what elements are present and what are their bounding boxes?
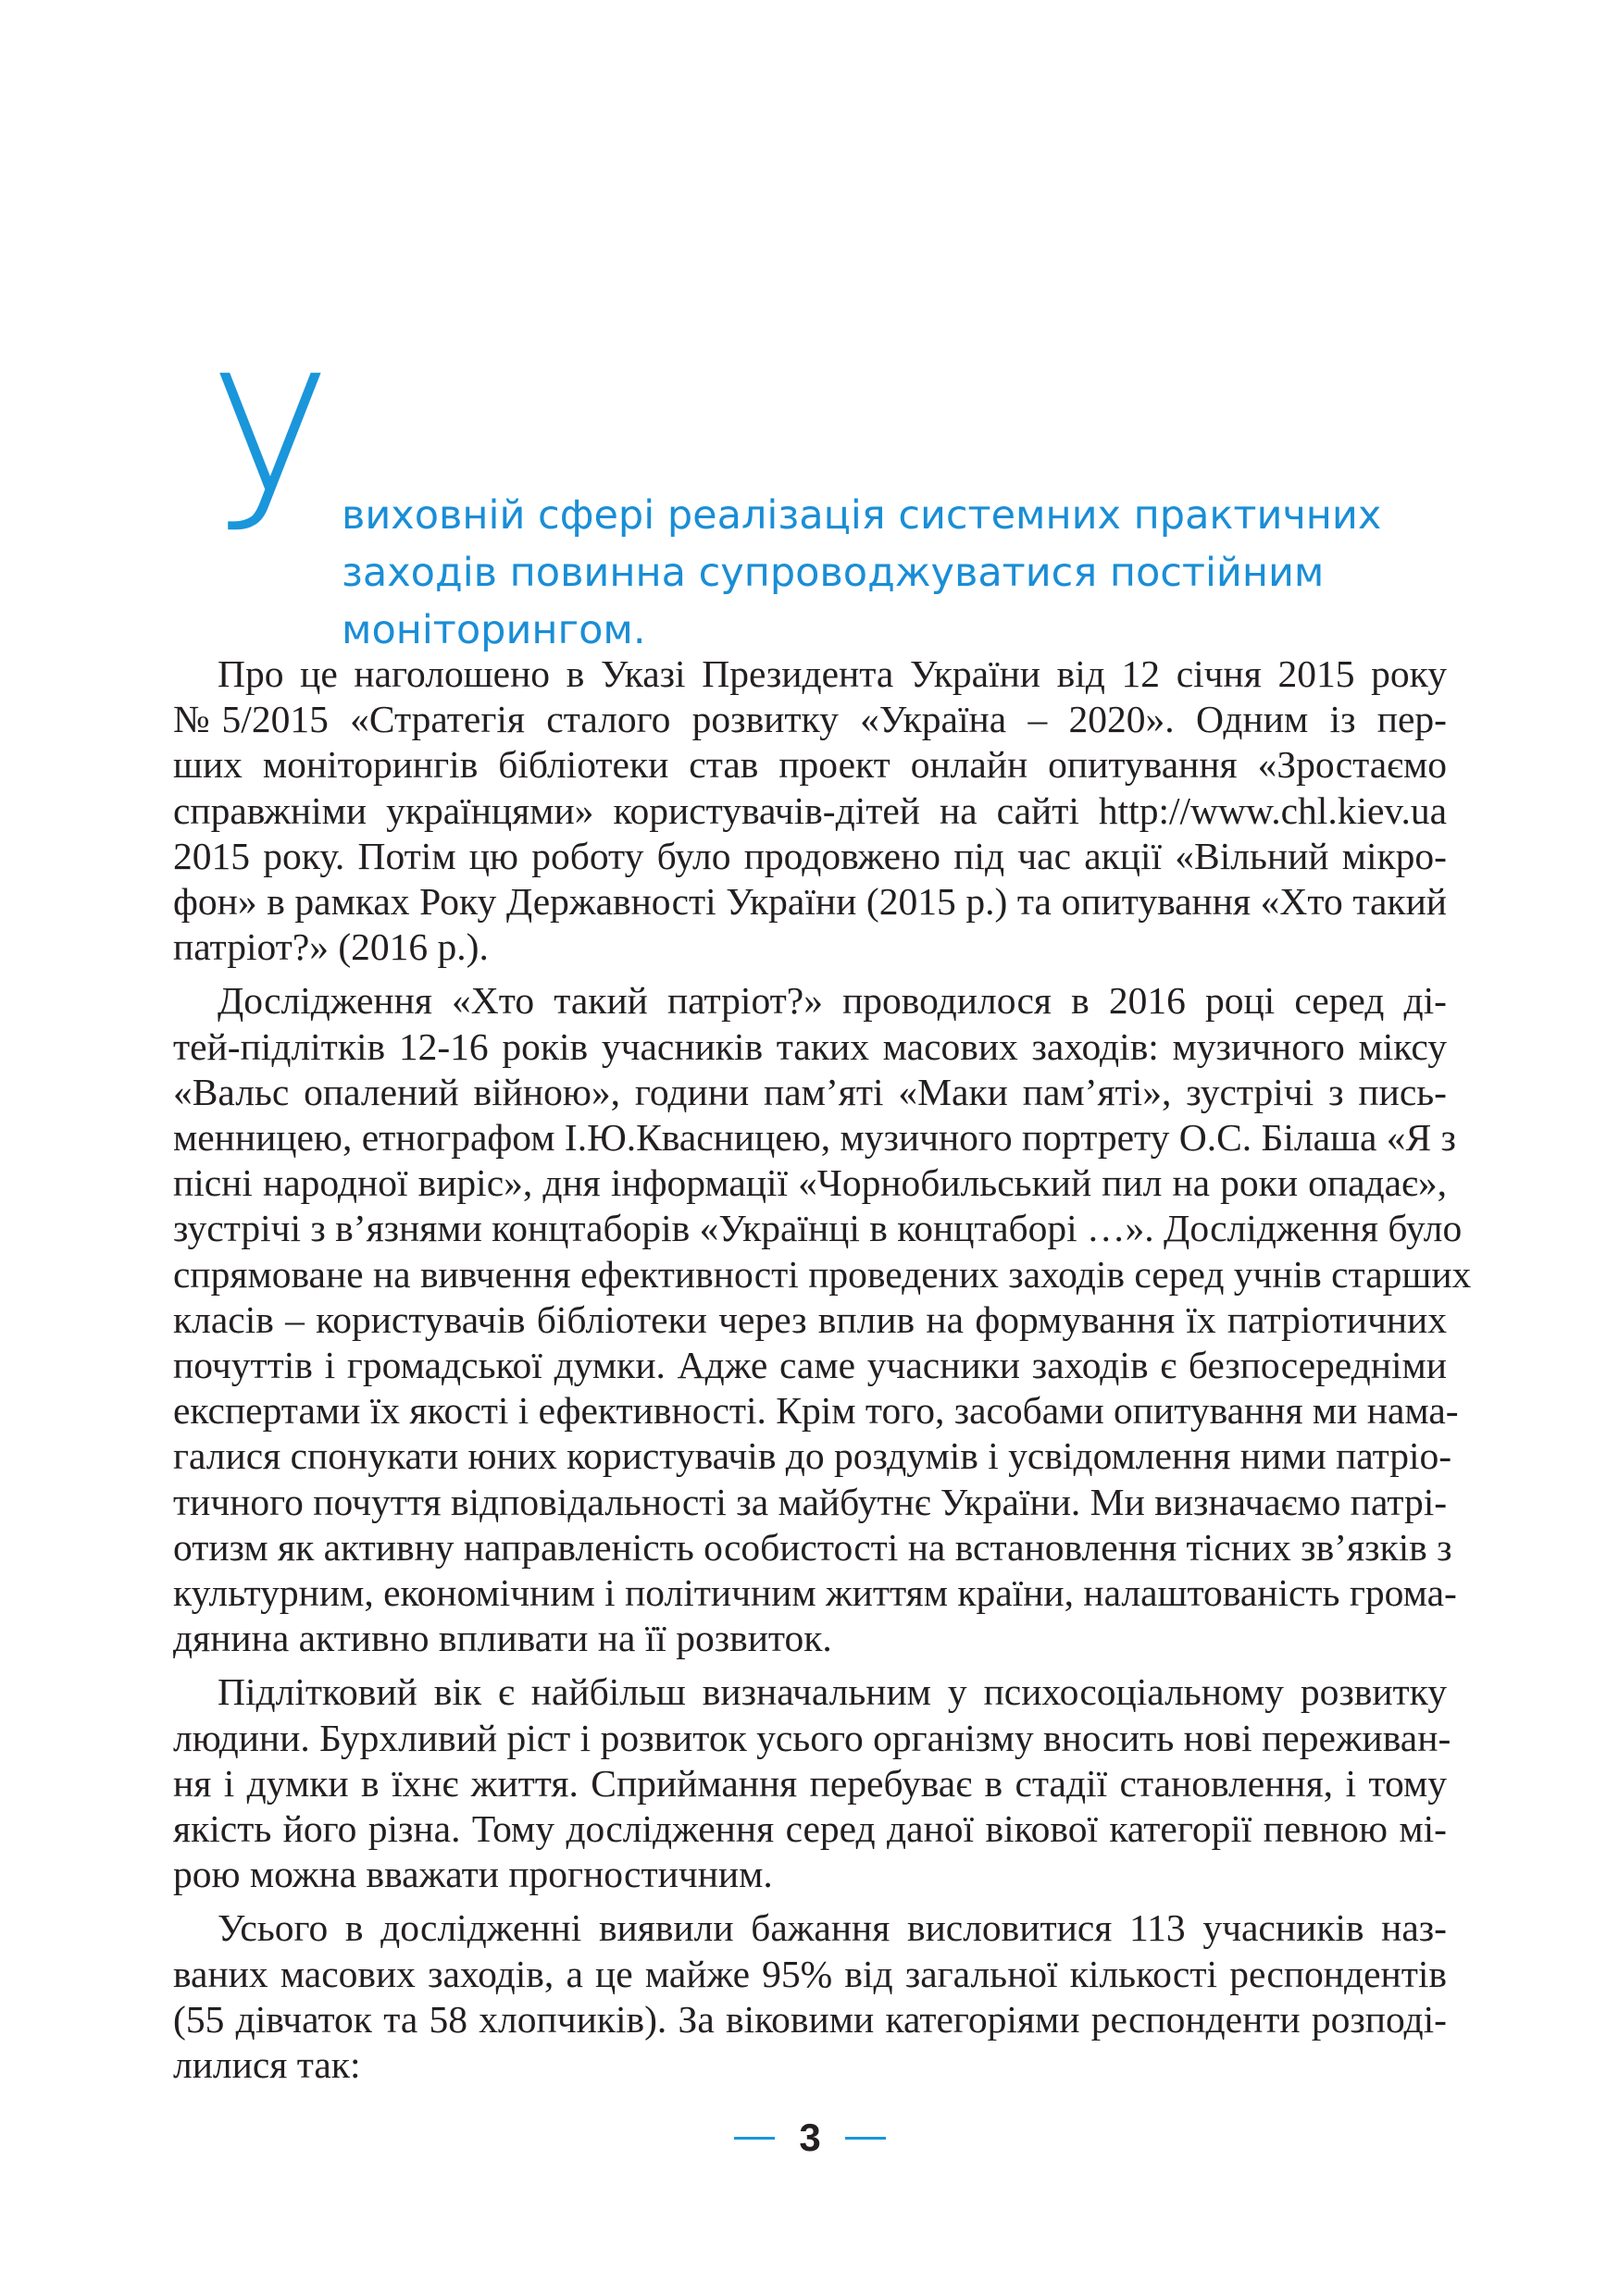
paragraph-line: пісні народної виріс», дня інформації «Чорнобильський пил на роки опадає»,	[173, 1161, 1447, 1205]
paragraph-line: ня і думки в їхнє життя. Сприймання перебуває в стадії становлення, і тому	[173, 1761, 1447, 1805]
lead-line: заходів повинна супроводжуватися постійним	[342, 550, 1325, 596]
paragraph-line: рою можна вважати прогностичним.	[173, 1853, 773, 1896]
paragraph-line: тей-підлітків 12-16 років учасників таких масових заходів: музичного міксу	[173, 1024, 1447, 1068]
paragraph-line: №5/2015 «Стратегія сталого розвитку «Україна – 2020». Одним із пер-	[173, 698, 1447, 741]
paragraph-line: людини. Бурхливий ріст і розвиток усього організму вносить нові переживан-	[173, 1716, 1451, 1759]
page-footer	[0, 2115, 1619, 2161]
paragraph-line: тичного почуття відповідальності за майбутнє України. Ми визначаємо патрі-	[173, 1480, 1448, 1523]
paragraph-line: «Вальс опалений війною», години пам’яті «Маки пам’яті», зустрічі з пись-	[173, 1070, 1447, 1113]
paragraph-line: отизм як активну направленість особистості на встановлення тісних зв’язків з	[173, 1525, 1452, 1569]
paragraph-line: спрямоване на вивчення ефективності проведених заходів серед учнів старших	[173, 1252, 1472, 1296]
paragraph-line: справжніми українцями» користувачів-дітей на сайті http://www.chl.kiev.ua	[173, 788, 1447, 832]
lead-line: виховній сфері реалізація системних практичних	[342, 492, 1382, 539]
drop-cap-letter: У	[211, 330, 330, 577]
footer-left-dash	[734, 2137, 775, 2140]
paragraph	[173, 1905, 1447, 2088]
paragraph-line: дянина активно впливати на її розвиток.	[173, 1617, 832, 1660]
paragraph	[173, 652, 1447, 970]
paragraph-line: (55 дівчаток та 58 хлопчиків). За віковими категоріями респонденти розподі-	[173, 1997, 1447, 2041]
lead-line: моніторингом.	[342, 607, 646, 653]
paragraph	[173, 978, 1472, 1661]
lead-heading	[342, 487, 1452, 659]
paragraph-line: менницею, етнографом І.Ю.Квасницею, музичного портрету О.С. Білаша «Я з	[173, 1116, 1456, 1160]
paragraph	[173, 1669, 1451, 1897]
paragraph-line: Про це наголошено в Указі Президента України від 12 січня 2015 року	[218, 652, 1447, 695]
paragraph-line: якість його різна. Тому дослідження серед даної вікової категорії певною мі-	[173, 1807, 1447, 1851]
page-number: 3	[799, 2116, 821, 2159]
paragraph-line: фон» в рамках Року Державності України (2015 р.) та опитування «Хто такий	[173, 880, 1447, 924]
paragraph-line: 2015 року. Потім цю роботу було продовжено під час акції «Вільний мікро-	[173, 834, 1447, 877]
paragraph-line: культурним, економічним і політичним життям країни, налаштованість грома-	[173, 1571, 1457, 1615]
paragraph-line: Усього в дослідженні виявили бажання висловитися 113 учасників наз-	[218, 1906, 1447, 1950]
paragraph-line: експертами їх якості і ефективності. Крім того, засобами опитування ми нама-	[173, 1389, 1459, 1433]
body-text	[173, 652, 1472, 2088]
paragraph-line: зустрічі з в’язнями концтаборів «Українці в концтаборі …». Дослідження було	[173, 1207, 1463, 1250]
paragraph-line: Дослідження «Хто такий патріот?» проводилося в 2016 році серед ді-	[218, 979, 1447, 1023]
footer-right-dash	[845, 2137, 886, 2140]
paragraph-line: Підлітковий вік є найбільш визначальним у психосоціальному розвитку	[218, 1670, 1447, 1714]
paragraph-line: патріот?» (2016 р.).	[173, 925, 489, 969]
paragraph-line: почуттів і громадської думки. Адже саме учасники заходів є безпосередніми	[173, 1344, 1447, 1387]
paragraph-line: ших моніторингів бібліотеки став проект онлайн опитування «Зростаємо	[173, 743, 1447, 787]
paragraph-line: класів – користувачів бібліотеки через вплив на формування їх патріотичних	[173, 1297, 1447, 1341]
paragraph-line: ваних масових заходів, а це майже 95% від загальної кількості респондентів	[173, 1952, 1447, 1995]
paragraph-line: галися спонукати юних користувачів до роздумів і усвідомлення ними патріо-	[173, 1434, 1452, 1478]
paragraph-line: лилися так:	[173, 2043, 361, 2087]
